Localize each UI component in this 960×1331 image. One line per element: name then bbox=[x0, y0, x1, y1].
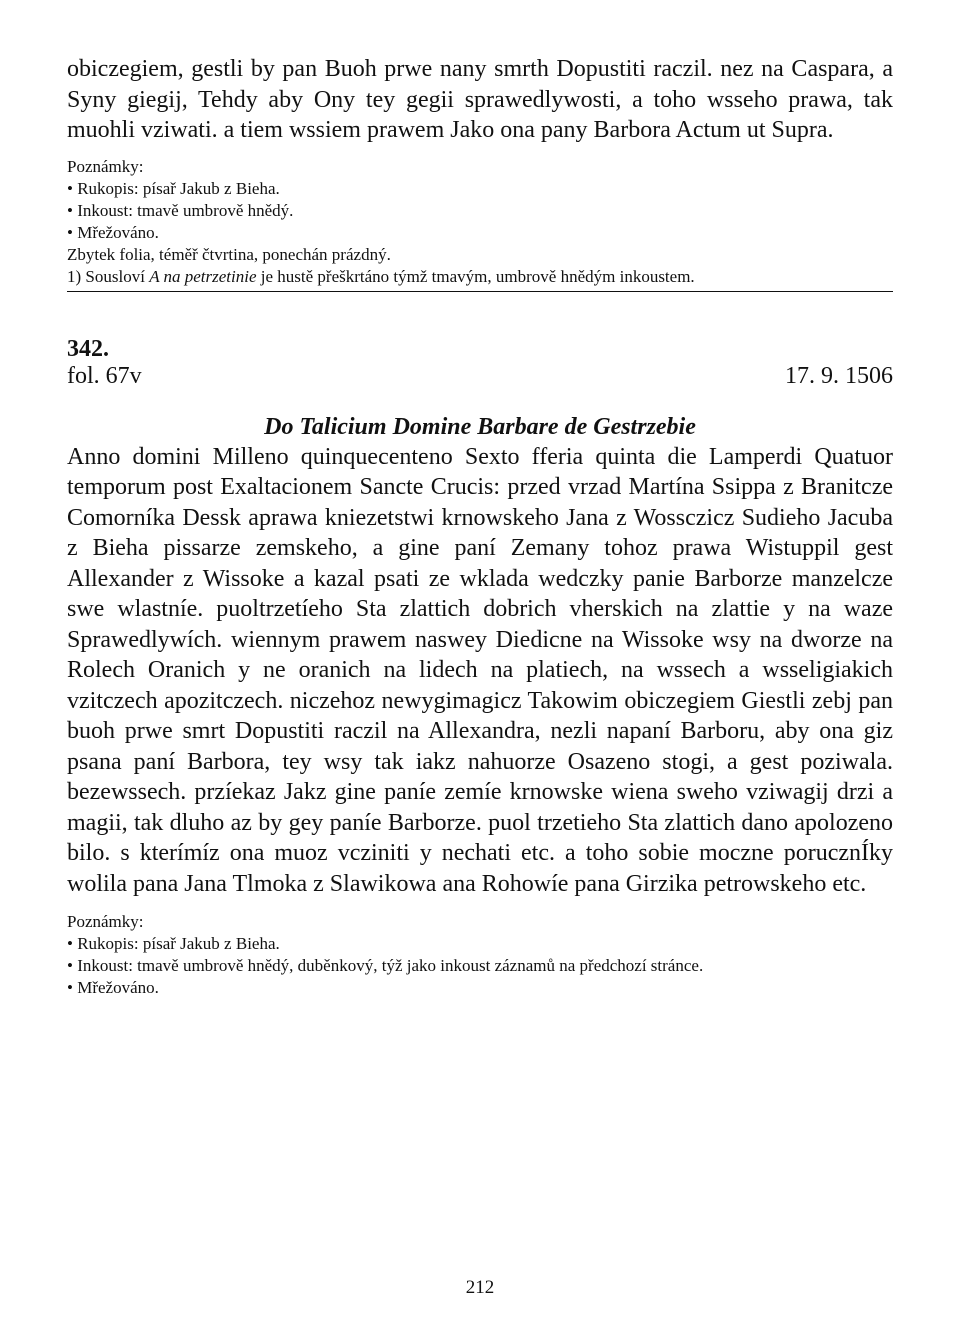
note-item: • Mřežováno. bbox=[67, 222, 159, 242]
footnote-prefix: 1) Sousloví bbox=[67, 266, 150, 286]
footnote-italic: A na petrzetinie bbox=[149, 266, 257, 286]
entry-number: 342. bbox=[67, 335, 109, 362]
footnote bbox=[67, 266, 893, 288]
note-item: • Inkoust: tmavě umbrově hnědý. bbox=[67, 200, 294, 220]
entry-date: 17. 9. 1506 bbox=[785, 362, 893, 389]
top-paragraph: obiczegiem, gestli by pan Buoh prwe nany smrth Dopustiti raczil. nez na Caspara, a Syny giegij, Tehdy aby Ony tey gegii sprawedlywosti, a toho wsseho prawa, tak muohli vziwati. a tiem wssiem prawem Jako ona pany Barbora Actum ut Supra. bbox=[67, 56, 893, 143]
page-content bbox=[67, 54, 893, 999]
notes-heading: Poznámky: bbox=[67, 912, 144, 931]
entry-title: Do Talicium Domine Barbare de Gestrzebie bbox=[264, 413, 696, 440]
note-item: • Rukopis: písař Jakub z Bieha. bbox=[67, 934, 280, 953]
note-item: • Rukopis: písař Jakub z Bieha. bbox=[67, 178, 280, 198]
note-item: • Mřežováno. bbox=[67, 978, 159, 997]
entry-text: Anno domini Milleno quinquecenteno Sexto fferia quinta die Lamperdi Quatuor temporum post Exaltacionem Sancte Crucis: przed vrzad Martína Ssippa z Branitcze Comorníka Dessk aprawa kniezetstwi krnowskeho Jana z Wossczicz Sudieho Jacuba z Bieha pissarze zemskeho, a gine paní Zemany tohoz prawa Wistuppil gest Allexander z Wissoke a kazal psati ze wklada wedczky panie Barborze manzelcze swe wlastníe. puoltrzetíeho Sta zlattich dobrich vherskich na zlattie y na waze Sprawedlywích. wiennym prawem naswey Diedicne na Wissoke wsy na dworze na Rolech Oranich y ne oranich na lidech na platiech, na wssech a wsseligiakich vzitczech apozitczech. niczehoz newygimagicz Takowim obiczegiem Giestli zebj pan buoh prwe smrt Dopustiti raczil na Allexandra, nezli napaní Barboru, aby ona giz psana paní Barbora, tey wsy tak iakz nahuorze Osazeno stogi, a gest poziwala. bezewssech. przíekaz Jakz gine paníe zemíe krnowske wiena sweho vziwagij drzi a magii, tak dluho az by gey paníe Barborze. puol trzetieho Sta zlattich dano apolozeno bilo. s kterímíz ona muoz vcziniti y nechati etc. a toho sobie moczne porucznÍky wolila pana Jana Tlmoka z Slawikowa ana Rohowíe pana Girzika petrowskeho etc. bbox=[67, 443, 893, 897]
notes-heading: Poznámky: bbox=[67, 156, 144, 176]
section-divider bbox=[67, 291, 893, 292]
note-item: • Inkoust: tmavě umbrově hnědý, duběnkový, týž jako inkoust záznamů na předchozí stránce. bbox=[67, 956, 704, 975]
page-number: 212 bbox=[465, 1277, 495, 1298]
notes-remainder: Zbytek folia, téměř čtvrtina, ponechán prázdný. bbox=[67, 244, 391, 264]
folio: fol. 67v bbox=[67, 362, 142, 389]
folio-date-row bbox=[67, 362, 893, 390]
footnote-suffix: je hustě přeškrtáno týmž tmavým, umbrově hnědým inkoustem. bbox=[256, 266, 695, 286]
notes-block-1 bbox=[67, 156, 893, 288]
notes-block-2 bbox=[67, 911, 893, 999]
